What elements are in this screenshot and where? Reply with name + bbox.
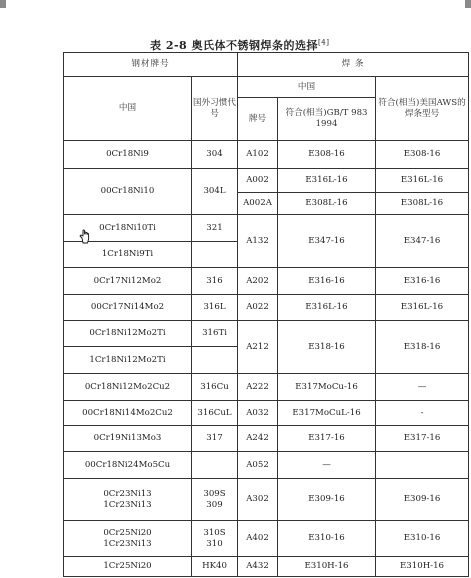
cell-foreign: 316L <box>192 295 238 321</box>
table-row <box>64 268 469 295</box>
cell-foreign-line-2: 310 <box>206 538 223 549</box>
table-row <box>64 215 469 242</box>
cell-aws: — <box>376 374 469 401</box>
cell-cn: 1Cr18Ni9Ti <box>64 242 192 268</box>
cell-aws: E316-16 <box>376 268 469 295</box>
cell-gb: E318-16 <box>278 321 376 374</box>
cell-gb: E316L-16 <box>278 169 376 193</box>
table-row <box>64 141 469 169</box>
cell-gb: E310-16 <box>278 521 376 557</box>
cell-cn-line-2: 1Cr23Ni13 <box>103 499 152 510</box>
top-bar-left-mark <box>0 0 6 8</box>
cell-foreign <box>192 347 238 374</box>
cell-cn: 00Cr18Ni14Mo2Cu2 <box>64 401 192 426</box>
header-gb: 符合(相当)GB/T 983 1994 <box>278 98 376 141</box>
cell-cn: 00Cr18Ni24Mo5Cu <box>64 452 192 479</box>
cell-aws: E347-16 <box>376 215 469 268</box>
table-title-ref: [4] <box>318 38 330 47</box>
cell-foreign: 321 <box>192 215 238 242</box>
cell-cn-line-1: 0Cr23Ni13 <box>103 488 152 499</box>
cell-foreign <box>192 479 238 521</box>
cell-brand: A052 <box>238 452 278 479</box>
table-title-text: 表 2-8 奥氏体不锈钢焊条的选择 <box>150 39 319 52</box>
cell-cn-line-1: 0Cr25Ni20 <box>103 527 152 538</box>
cell-aws: E317-16 <box>376 426 469 452</box>
cell-aws <box>376 452 469 479</box>
header-china: 中国 <box>64 77 192 141</box>
cell-brand: A302 <box>238 479 278 521</box>
table-row <box>64 479 469 521</box>
cell-cn: 0Cr18Ni9 <box>64 141 192 169</box>
table-row <box>64 295 469 321</box>
electrode-table <box>63 52 469 577</box>
header-aws: 符合(相当)美国AWS的焊条型号 <box>376 77 469 141</box>
cell-gb: E316L-16 <box>278 295 376 321</box>
cell-foreign <box>192 242 238 268</box>
cell-brand: A202 <box>238 268 278 295</box>
cell-aws: E316L-16 <box>376 169 469 193</box>
cell-foreign: 304 <box>192 141 238 169</box>
cell-gb: E317-16 <box>278 426 376 452</box>
table-row <box>64 374 469 401</box>
header-brand: 牌号 <box>238 98 278 141</box>
cell-gb: E347-16 <box>278 215 376 268</box>
cell-brand: A132 <box>238 215 278 268</box>
cell-foreign: 316CuL <box>192 401 238 426</box>
cell-gb: E317MoCu-16 <box>278 374 376 401</box>
cell-aws: E308-16 <box>376 141 469 169</box>
cell-gb: E308L-16 <box>278 193 376 215</box>
cell-brand: A212 <box>238 321 278 374</box>
table-row <box>64 426 469 452</box>
table-row <box>64 169 469 193</box>
header-electrode: 焊 条 <box>238 53 469 77</box>
cell-foreign <box>192 521 238 557</box>
cell-foreign: 317 <box>192 426 238 452</box>
cell-cn <box>64 479 192 521</box>
cell-foreign-line-1: 310S <box>203 527 226 538</box>
cell-foreign: HK40 <box>192 557 238 577</box>
cell-cn: 0Cr18Ni12Mo2Cu2 <box>64 374 192 401</box>
cell-foreign-line-2: 309 <box>206 499 223 510</box>
cell-gb: E310H-16 <box>278 557 376 577</box>
header-foreign: 国外习惯代号 <box>192 77 238 141</box>
cell-foreign: 316Cu <box>192 374 238 401</box>
cell-aws: E316L-16 <box>376 295 469 321</box>
cell-aws: E308L-16 <box>376 193 469 215</box>
cell-cn: 00Cr17Ni14Mo2 <box>64 295 192 321</box>
cell-cn: 00Cr18Ni10 <box>64 169 192 215</box>
cell-gb: E317MoCuL-16 <box>278 401 376 426</box>
table-row <box>64 401 469 426</box>
cell-gb: E316-16 <box>278 268 376 295</box>
top-bar-right-mark <box>465 0 471 8</box>
table-row <box>64 321 469 347</box>
cell-cn-line-2: 1Cr23Ni13 <box>103 538 152 549</box>
cell-gb: — <box>278 452 376 479</box>
cell-cn: 1Cr18Ni12Mo2Ti <box>64 347 192 374</box>
cell-brand: A432 <box>238 557 278 577</box>
cell-brand: A022 <box>238 295 278 321</box>
cell-cn <box>64 521 192 557</box>
cell-aws: E310H-16 <box>376 557 469 577</box>
cell-cn: 0Cr17Ni12Mo2 <box>64 268 192 295</box>
cell-foreign <box>192 452 238 479</box>
cell-gb: E309-16 <box>278 479 376 521</box>
cell-aws: - <box>376 401 469 426</box>
cell-brand: A002A <box>238 193 278 215</box>
cell-foreign: 316Ti <box>192 321 238 347</box>
cell-foreign: 304L <box>192 169 238 215</box>
hand-cursor-icon <box>78 228 94 244</box>
cell-cn: 0Cr19Ni13Mo3 <box>64 426 192 452</box>
header-row-2 <box>64 77 469 98</box>
top-bar <box>0 0 471 8</box>
cell-cn: 1Cr25Ni20 <box>64 557 192 577</box>
table-title <box>150 37 329 53</box>
cell-foreign-line-1: 309S <box>203 488 226 499</box>
cell-aws: E310-16 <box>376 521 469 557</box>
cell-cn: 0Cr18Ni12Mo2Ti <box>64 321 192 347</box>
cell-aws: E318-16 <box>376 321 469 374</box>
table-row <box>64 521 469 557</box>
cell-brand: A402 <box>238 521 278 557</box>
cell-brand: A032 <box>238 401 278 426</box>
table-row <box>64 557 469 577</box>
header-row-1 <box>64 53 469 77</box>
cell-aws: E309-16 <box>376 479 469 521</box>
cell-brand: A002 <box>238 169 278 193</box>
header-steel-grade: 钢材牌号 <box>64 53 238 77</box>
cell-cn: 0Cr18Ni10Ti <box>64 215 192 242</box>
cell-brand: A242 <box>238 426 278 452</box>
cell-foreign: 316 <box>192 268 238 295</box>
cell-gb: E308-16 <box>278 141 376 169</box>
table-row <box>64 452 469 479</box>
header-china-sub: 中国 <box>238 77 376 98</box>
cell-brand: A102 <box>238 141 278 169</box>
cell-brand: A222 <box>238 374 278 401</box>
